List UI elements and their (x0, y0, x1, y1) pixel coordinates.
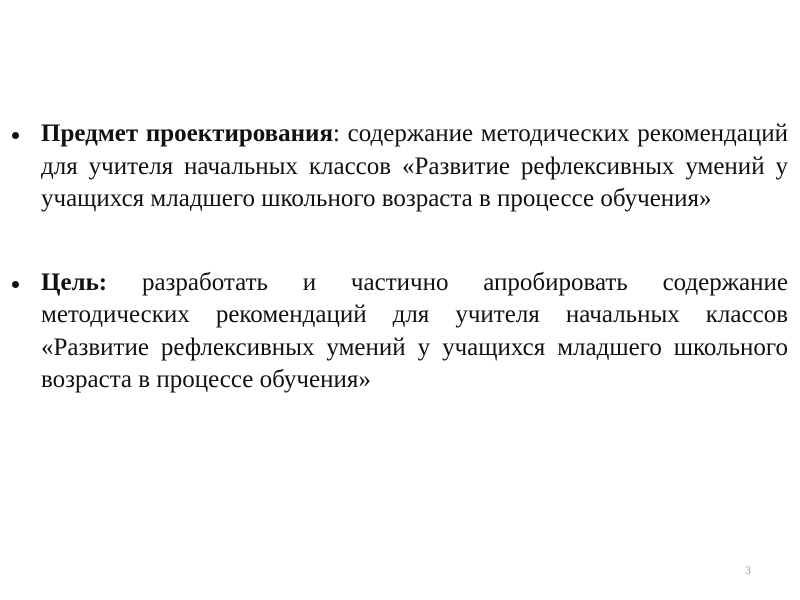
subject-text: содержание методических рекомендаций для учителя начальных классов «Развитие рефлексивных умений у учащихся младшего школьного возраста в процессе обучения» (41, 120, 788, 212)
goal-text: разработать и частично апробировать содержание методических рекомендаций для учителя начальных классов «Развитие рефлексивных умений у учащихся младшего школьного возраста в процессе обучения» (41, 268, 788, 393)
subject-term: Предмет проектирования (41, 120, 333, 147)
bullet-list (10, 118, 788, 397)
goal-separator: : (98, 268, 108, 296)
subject-separator: : (332, 120, 340, 147)
bullet-dot-icon (12, 281, 19, 288)
slide-number: 3 (745, 563, 751, 577)
goal-term: Цель (41, 268, 99, 296)
bullet-subject (10, 118, 788, 216)
bullet-dot-icon (12, 132, 19, 139)
bullet-goal (10, 267, 788, 397)
